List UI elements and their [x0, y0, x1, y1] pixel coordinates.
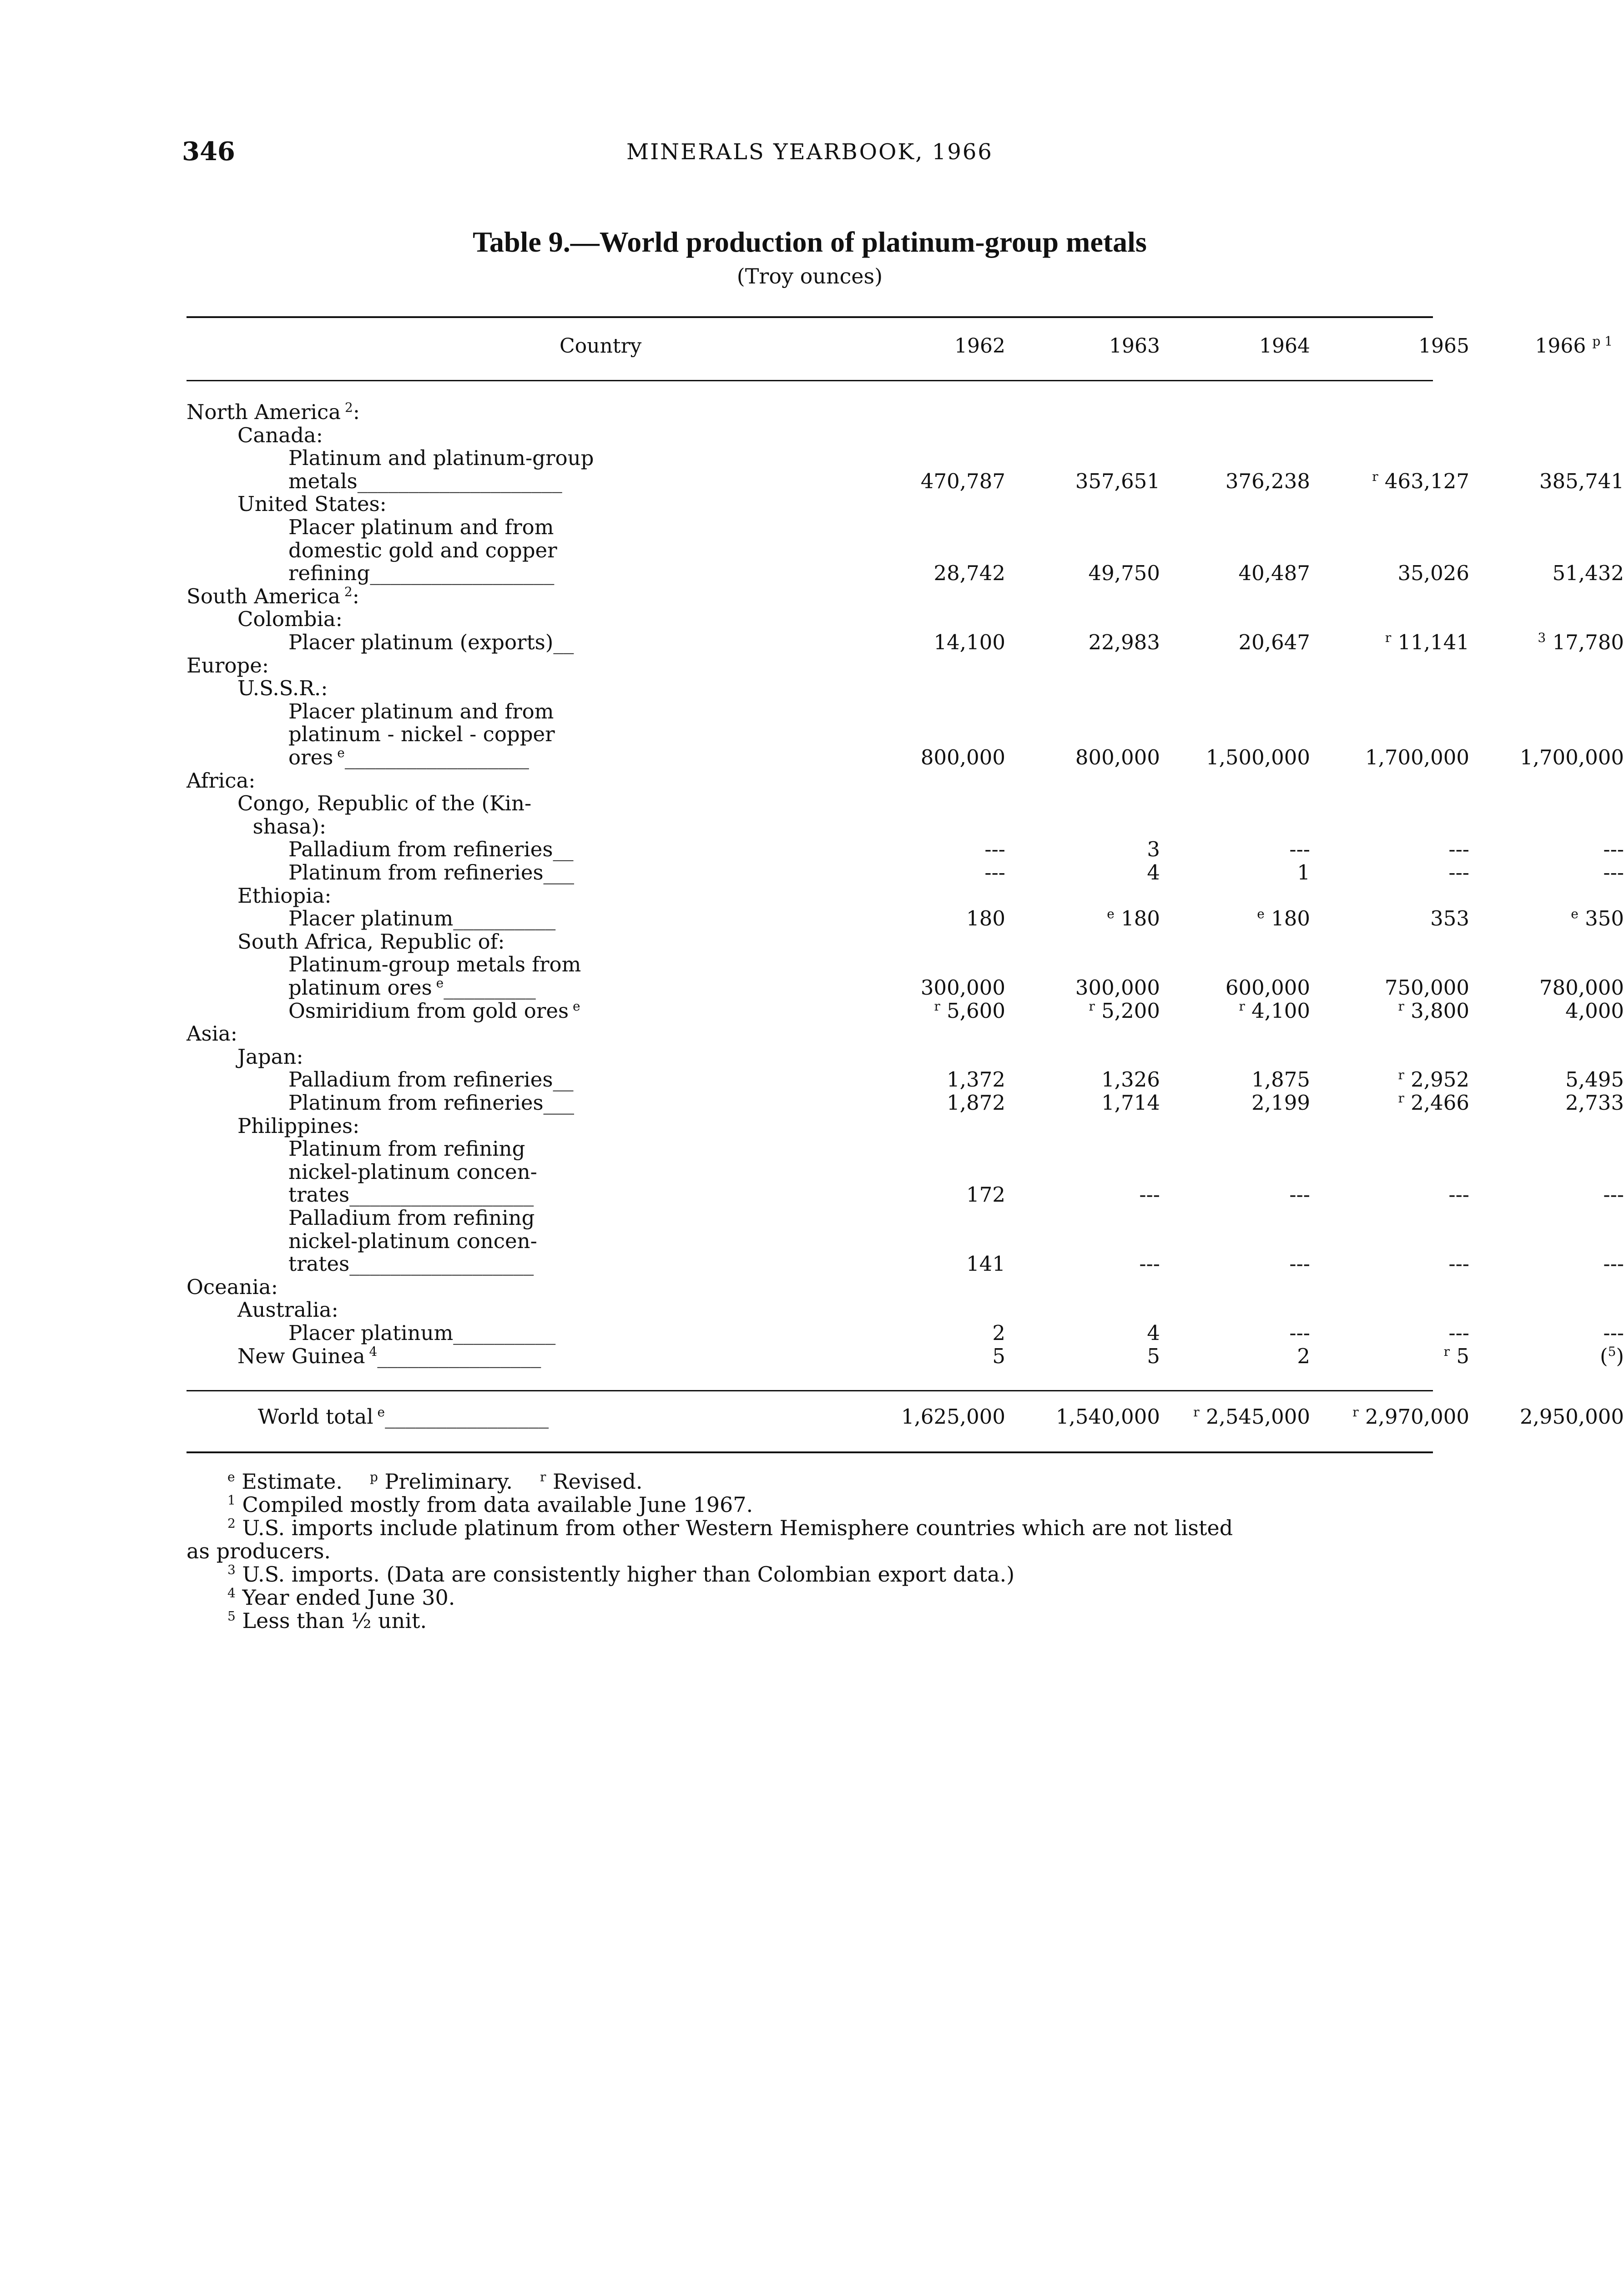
cell-1963: $^r$ 5,200 — [1089, 998, 1160, 1023]
footnote: $^5$ Less than ½ unit. — [227, 1608, 427, 1633]
table-row — [187, 1114, 1433, 1138]
cell-1964: --- — [1289, 1183, 1310, 1207]
cell-1965: 35,026 — [1397, 561, 1469, 586]
table-row — [187, 1344, 1624, 1368]
cell-1964: 376,238 — [1225, 469, 1310, 493]
table-row — [187, 815, 1433, 839]
row-label: shasa): — [252, 814, 327, 839]
cell-1964: 1,500,000 — [1205, 745, 1310, 769]
row-label: South Africa, Republic of: — [237, 929, 505, 954]
cell-1963: 1,326 — [1101, 1067, 1160, 1092]
table-row — [187, 1045, 1433, 1069]
col-1964: 1964 — [1259, 334, 1310, 358]
table-row — [187, 1160, 1433, 1184]
col-country: Country — [560, 334, 642, 358]
cell-1964: 1 — [1297, 860, 1310, 885]
row-label: Placer platinum__________ — [288, 1321, 556, 1345]
cell-1964: $^e$ 180 — [1257, 906, 1310, 931]
row-label: Congo, Republic of the (Kin- — [237, 791, 532, 816]
row-label: Oceania: — [187, 1274, 278, 1299]
row-label: trates__________________ — [288, 1183, 534, 1207]
cell-1966: --- — [1603, 1321, 1624, 1345]
cell-1965: --- — [1448, 837, 1469, 862]
cell-1964: 2,199 — [1251, 1091, 1310, 1115]
table-row — [187, 539, 1433, 562]
row-label: Platinum-group metals from — [288, 952, 581, 977]
cell-1965: --- — [1448, 1183, 1469, 1207]
cell-1965: $^r$ 3,800 — [1398, 998, 1469, 1023]
cell-1966: ($^5$) — [1600, 1344, 1624, 1368]
table-row — [187, 1321, 1624, 1345]
bottom-rule — [187, 1451, 1433, 1453]
footnote: $^3$ U.S. imports. (Data are consistently higher than Colombian export data.) — [227, 1562, 1015, 1587]
cell-1965: $^r$ 2,466 — [1398, 1091, 1469, 1115]
cell-1965: $^r$ 2,970,000 — [1352, 1405, 1469, 1429]
row-label: ores $^e$__________________ — [288, 745, 529, 769]
col-1966: 1966 $^{p 1}$ — [1535, 334, 1613, 358]
table-title: Table 9.—World production of platinum-group metals — [473, 226, 1147, 258]
footnote-mark: e — [432, 976, 444, 991]
total-row — [187, 1405, 1624, 1429]
cell-1963: --- — [1139, 1252, 1160, 1276]
cell-1966: $^3$ 17,780 — [1538, 630, 1624, 654]
table-row — [187, 930, 1433, 954]
leader-dots: __________________ — [344, 745, 529, 769]
row-label: Philippines: — [237, 1113, 360, 1138]
cell-1962: 5 — [992, 1344, 1005, 1368]
col-1965: 1965 — [1418, 334, 1469, 358]
cell-1963: 49,750 — [1088, 561, 1160, 586]
cell-1963: 22,983 — [1088, 630, 1160, 654]
cell-1962: 300,000 — [920, 976, 1005, 1000]
row-label: United States: — [237, 492, 387, 516]
cell-1965: 353 — [1430, 906, 1469, 931]
col-1963: 1963 — [1109, 334, 1160, 358]
cell-1963: 4 — [1147, 1321, 1160, 1345]
row-label: Ethiopia: — [237, 883, 332, 908]
footnote-mark: 2 — [340, 584, 353, 599]
row-label: refining__________________ — [288, 561, 555, 586]
table-row — [187, 860, 1624, 885]
cell-1964: 40,487 — [1238, 561, 1310, 586]
table-row — [187, 654, 1433, 677]
cell-1962: --- — [984, 860, 1005, 885]
cell-1962: 470,787 — [920, 469, 1005, 493]
cell-1966: $^e$ 350 — [1571, 906, 1624, 931]
cell-1964: --- — [1289, 1321, 1310, 1345]
table-row — [187, 424, 1433, 447]
total-rule — [187, 1390, 1433, 1391]
cell-1966: --- — [1603, 837, 1624, 862]
row-label: Palladium from refineries__ — [288, 837, 574, 862]
row-label: Placer platinum and from — [288, 699, 554, 723]
cell-1963: 357,651 — [1075, 469, 1160, 493]
leader-dots: ___ — [543, 860, 575, 885]
row-label: platinum - nickel - copper — [288, 722, 555, 747]
footnote: $^2$ U.S. imports include platinum from other Western Hemisphere countries which are not listed — [227, 1516, 1233, 1540]
cell-1963: --- — [1139, 1183, 1160, 1207]
footnote: $^e$ Estimate. $^p$ Preliminary. $^r$ Revised. — [227, 1469, 643, 1494]
table-row — [187, 1183, 1624, 1207]
cell-1965: --- — [1448, 860, 1469, 885]
row-label: trates__________________ — [288, 1252, 534, 1276]
row-label: Canada: — [237, 423, 323, 447]
footnote-mark: 2 — [341, 400, 353, 415]
row-label: Osmiridium from gold ores $^e$ — [288, 998, 580, 1023]
table-row — [187, 1275, 1433, 1299]
row-label: New Guinea $^4$________________ — [237, 1344, 541, 1368]
cell-1963: 4 — [1147, 860, 1160, 885]
table-row — [187, 607, 1433, 631]
leader-dots: __ — [553, 630, 574, 654]
leader-dots: ________________ — [385, 1405, 549, 1429]
row-label: Colombia: — [237, 607, 343, 632]
cell-1962: --- — [984, 837, 1005, 862]
leader-dots: __________ — [453, 906, 556, 931]
running-title: MINERALS YEARBOOK, 1966 — [626, 139, 993, 165]
cell-1965: --- — [1448, 1252, 1469, 1276]
leader-dots: ____________________ — [357, 469, 562, 493]
table-row — [187, 998, 1624, 1023]
footnote-mark: e — [333, 745, 345, 760]
cell-1966: 5,495 — [1565, 1067, 1624, 1092]
table-row — [187, 1091, 1624, 1115]
cell-1964: 2 — [1297, 1344, 1310, 1368]
footnote: $^1$ Compiled mostly from data available June 1967. — [227, 1492, 753, 1517]
table-row — [187, 745, 1624, 769]
table-subtitle: (Troy ounces) — [736, 264, 883, 288]
table-row — [187, 906, 1624, 931]
row-label: nickel-platinum concen- — [288, 1159, 537, 1184]
cell-1966: 2,733 — [1565, 1091, 1624, 1115]
row-label: Platinum from refineries___ — [288, 860, 575, 885]
leader-dots: __ — [553, 1067, 574, 1092]
cell-1963: $^e$ 180 — [1107, 906, 1160, 931]
row-label: Africa: — [187, 768, 256, 793]
row-label: Europe: — [187, 653, 269, 677]
table-row — [187, 585, 1433, 608]
cell-1962: $^r$ 5,600 — [934, 998, 1005, 1023]
footnote-mark: e — [569, 998, 580, 1014]
leader-dots: ________________ — [377, 1344, 541, 1368]
table-row — [187, 700, 1433, 723]
table-row — [187, 630, 1624, 654]
cell-1962: 1,372 — [947, 1067, 1005, 1092]
cell-1965: 1,700,000 — [1365, 745, 1469, 769]
cell-1966: 51,432 — [1552, 561, 1624, 586]
page-number: 346 — [182, 136, 235, 167]
row-label: Australia: — [237, 1298, 338, 1322]
table-row — [187, 769, 1433, 793]
cell-1964: 20,647 — [1238, 630, 1310, 654]
leader-dots: __________________ — [370, 561, 555, 586]
footnote-mark: e — [373, 1405, 385, 1420]
row-label: nickel-platinum concen- — [288, 1228, 537, 1253]
cell-1962: 180 — [966, 906, 1005, 931]
header-rule — [187, 380, 1433, 381]
cell-1962: 1,625,000 — [901, 1405, 1005, 1429]
table-row — [187, 1252, 1624, 1276]
row-label: Palladium from refineries__ — [288, 1067, 574, 1092]
row-label: Platinum from refineries___ — [288, 1091, 575, 1115]
footnote-mark: 4 — [365, 1344, 378, 1359]
cell-1962: 2 — [992, 1321, 1005, 1345]
cell-1964: --- — [1289, 1252, 1310, 1276]
table-row — [187, 837, 1624, 862]
cell-1964: 600,000 — [1225, 976, 1310, 1000]
cell-1964: $^r$ 4,100 — [1239, 998, 1310, 1023]
row-label: Placer platinum and from — [288, 515, 554, 539]
col-1962: 1962 — [954, 334, 1005, 358]
table-row — [187, 884, 1433, 908]
cell-1966: --- — [1603, 1252, 1624, 1276]
row-label: Asia: — [187, 1021, 237, 1046]
row-label: South America $^2$: — [187, 584, 359, 608]
cell-1962: 172 — [966, 1183, 1005, 1207]
cell-1965: $^r$ 463,127 — [1372, 469, 1469, 493]
leader-dots: _________ — [444, 976, 536, 1000]
cell-1966: 4,000 — [1565, 998, 1624, 1023]
cell-1963: 3 — [1147, 837, 1160, 862]
cell-1963: 5 — [1147, 1344, 1160, 1368]
cell-1962: 14,100 — [933, 630, 1005, 654]
cell-1965: $^r$ 5 — [1443, 1344, 1469, 1368]
cell-1963: 1,714 — [1101, 1091, 1160, 1115]
row-label: Placer platinum__________ — [288, 906, 556, 931]
footnote: as producers. — [187, 1539, 331, 1563]
cell-1963: 1,540,000 — [1055, 1405, 1160, 1429]
table-row — [187, 516, 1433, 539]
cell-1966: --- — [1603, 1183, 1624, 1207]
row-label: domestic gold and copper — [288, 538, 557, 562]
table-row — [187, 1137, 1433, 1161]
cell-1966: 780,000 — [1539, 976, 1624, 1000]
table-row — [187, 561, 1624, 586]
table-row — [187, 976, 1624, 1000]
row-label: platinum ores $^e$_________ — [288, 976, 536, 1000]
cell-1966: --- — [1603, 860, 1624, 885]
table-row — [187, 469, 1624, 493]
table-row — [187, 492, 1433, 516]
cell-1965: $^r$ 2,952 — [1398, 1067, 1469, 1092]
cell-1965: 750,000 — [1384, 976, 1469, 1000]
table-row — [187, 1229, 1433, 1253]
leader-dots: __________ — [453, 1321, 556, 1345]
cell-1965: $^r$ 11,141 — [1385, 630, 1469, 654]
table-row — [187, 400, 1433, 424]
leader-dots: ___ — [543, 1091, 575, 1115]
cell-1962: 1,872 — [947, 1091, 1005, 1115]
cell-1964: 1,875 — [1251, 1067, 1310, 1092]
table-row — [187, 1022, 1433, 1046]
page-header — [182, 136, 1437, 177]
row-label: U.S.S.R.: — [237, 676, 328, 701]
cell-1963: 300,000 — [1075, 976, 1160, 1000]
table-row — [187, 792, 1433, 815]
cell-1964: --- — [1289, 837, 1310, 862]
row-label: North America $^2$: — [187, 400, 360, 424]
table-row — [187, 1067, 1624, 1092]
leader-dots: __________________ — [349, 1183, 534, 1207]
table-row — [187, 723, 1433, 746]
row-label: Placer platinum (exports)__ — [288, 630, 574, 654]
cell-1965: --- — [1448, 1321, 1469, 1345]
row-label: Japan: — [237, 1044, 303, 1069]
row-label: Platinum from refining — [288, 1137, 525, 1161]
table-row — [187, 677, 1433, 700]
top-rule — [187, 316, 1433, 318]
cell-1962: 800,000 — [920, 745, 1005, 769]
cell-1966: 385,741 — [1539, 469, 1624, 493]
table-row — [187, 953, 1433, 976]
leader-dots: __________________ — [349, 1252, 534, 1276]
row-label: Platinum and platinum-group — [288, 446, 594, 470]
cell-1964: $^r$ 2,545,000 — [1193, 1405, 1310, 1429]
table-row — [187, 1298, 1433, 1322]
cell-1966: 2,950,000 — [1519, 1405, 1624, 1429]
cell-1962: 28,742 — [933, 561, 1005, 586]
row-label: World total $^e$________________ — [257, 1405, 549, 1429]
leader-dots: __ — [553, 837, 574, 862]
footnote: $^4$ Year ended June 30. — [227, 1585, 455, 1610]
cell-1963: 800,000 — [1075, 745, 1160, 769]
table-row — [187, 1206, 1433, 1230]
col-1966-mark: p 1 — [1592, 334, 1613, 349]
cell-1966: 1,700,000 — [1519, 745, 1624, 769]
column-header-row — [187, 334, 1613, 362]
row-label: metals____________________ — [288, 469, 562, 493]
table-row — [187, 446, 1433, 470]
cell-1962: 141 — [966, 1252, 1005, 1276]
row-label: Palladium from refining — [288, 1206, 535, 1230]
